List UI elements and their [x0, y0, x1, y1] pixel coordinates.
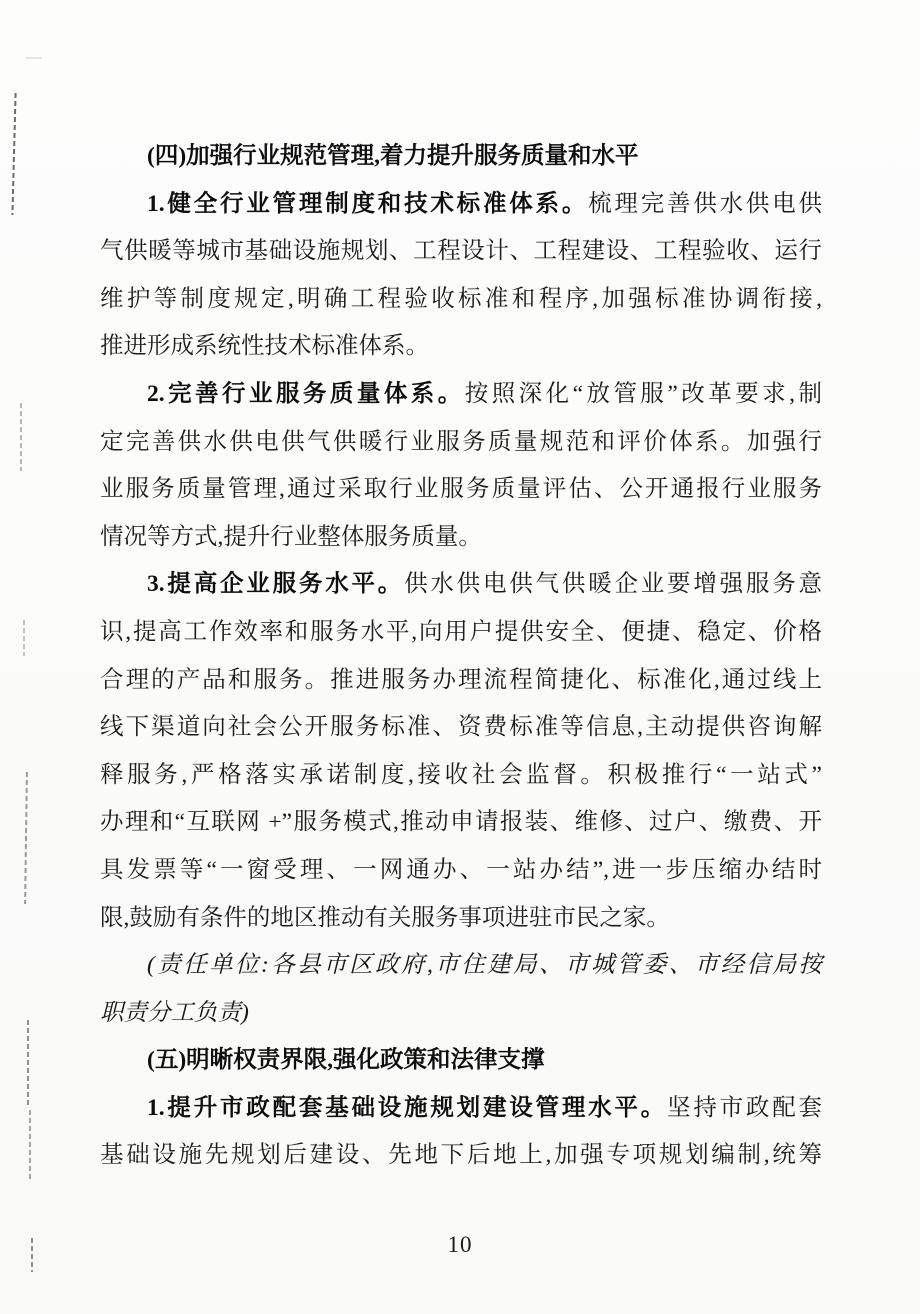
line-text: 推进形成系统性技术标准体系。	[100, 333, 429, 360]
line-text: 限,鼓励有条件的地区推动有关服务事项进驻市民之家。	[100, 904, 670, 931]
section-heading-4	[100, 133, 822, 181]
lead-in-bold: 1.健全行业管理制度和技术标准体系。	[147, 190, 589, 217]
text-line	[100, 895, 822, 943]
scan-artifact	[29, 1110, 31, 1180]
text-line	[100, 419, 822, 467]
line-text: 气供暖等城市基础设施规划、工程设计、工程建设、工程验收、运行	[100, 238, 822, 265]
line-text: (责任单位:各县市区政府,市住建局、市城管委、市经信局按	[147, 952, 822, 979]
line-text: 具发票等“一窗受理、一网通办、一站办结”,进一步压缩办结时	[100, 856, 822, 883]
line-text: 按照深化“放管服”改革要求,制	[464, 380, 822, 407]
heading-text: (五)明晰权责界限,强化政策和法律支撑	[147, 1047, 545, 1074]
heading-text: (四)加强行业规范管理,着力提升服务质量和水平	[147, 143, 639, 169]
text-line	[100, 1085, 822, 1133]
text-line	[100, 847, 822, 895]
line-text: 基础设施先规划后建设、先地下后地上,加强专项规划编制,统筹	[100, 1142, 822, 1169]
scan-artifact	[26, 57, 42, 59]
lead-in-bold: 1.提升市政配套基础设施规划建设管理水平。	[147, 1094, 668, 1121]
lead-in-bold: 2.完善行业服务质量体系。	[147, 380, 465, 407]
scan-artifact	[11, 93, 16, 215]
line-text: 定完善供水供电供气供暖行业服务质量规范和评价体系。加强行	[100, 428, 822, 455]
text-line	[100, 799, 822, 847]
text-line	[100, 514, 822, 562]
line-text: 释服务,严格落实承诺制度,接收社会监督。积极推行“一站式”	[100, 761, 822, 788]
text-line	[100, 181, 822, 229]
line-text: 业服务质量管理,通过采取行业服务质量评估、公开通报行业服务	[100, 476, 822, 503]
text-line	[100, 276, 822, 324]
text-line	[100, 371, 822, 419]
text-line	[100, 323, 822, 371]
line-text: 识,提高工作效率和服务水平,向用户提供安全、便捷、稳定、价格	[100, 618, 822, 645]
line-text: 办理和“互联网 +”服务模式,推动申请报装、维修、过户、缴费、开	[100, 809, 822, 836]
scan-artifact	[20, 403, 22, 471]
text-line	[100, 561, 822, 609]
line-text: 职责分工负责)	[100, 999, 249, 1026]
page-number: 10	[447, 1232, 473, 1257]
lead-in-bold: 3.提高企业服务水平。	[147, 571, 405, 598]
line-text: 合理的产品和服务。推进服务办理流程简捷化、标准化,通过线上	[100, 666, 822, 693]
scan-artifact	[24, 772, 28, 904]
scan-artifact	[23, 620, 25, 656]
responsibility-note-line	[100, 942, 822, 990]
scan-artifact	[27, 1020, 29, 1106]
text-line	[100, 1132, 822, 1180]
line-text: 维护等制度规定,明确工程验收标准和程序,加强标准协调衔接,	[100, 285, 822, 312]
document-body	[100, 133, 822, 1180]
text-line	[100, 466, 822, 514]
line-text: 线下渠道向社会公开服务标准、资费标准等信息,主动提供咨询解	[100, 714, 822, 741]
text-line	[100, 704, 822, 752]
line-text: 坚持市政配套	[667, 1094, 823, 1121]
text-line	[100, 228, 822, 276]
section-heading-5	[100, 1037, 822, 1085]
text-line	[100, 609, 822, 657]
line-text: 供水供电供气供暖企业要增强服务意	[404, 571, 823, 598]
text-line	[100, 752, 822, 800]
line-text: 梳理完善供水供电供	[588, 190, 823, 217]
text-line	[100, 657, 822, 705]
line-text: 情况等方式,提升行业整体服务质量。	[100, 523, 482, 550]
responsibility-note-line	[100, 990, 822, 1038]
